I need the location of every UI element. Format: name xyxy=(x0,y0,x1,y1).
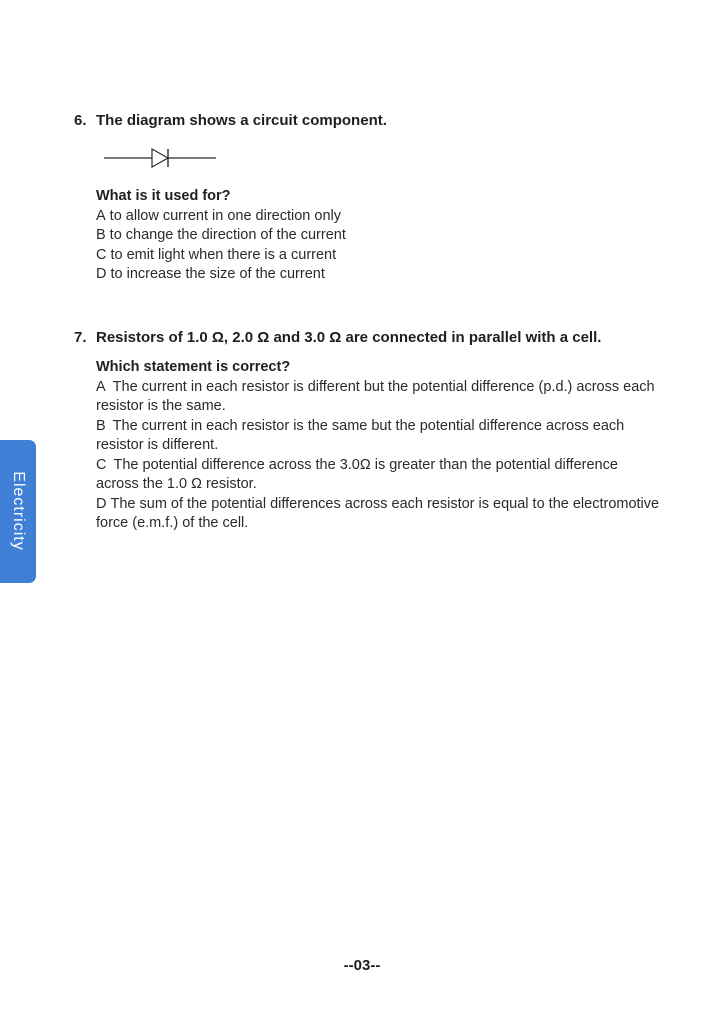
side-tab-label: Electricity xyxy=(10,471,27,551)
option-b xyxy=(96,417,664,456)
option-text: The sum of the potential differences across each resistor is equal to the electromotive force (e.m.f.) of the cell. xyxy=(96,495,660,531)
question-6-body xyxy=(96,146,664,285)
page-number: --03-- xyxy=(343,957,381,974)
diode-symbol-icon xyxy=(104,146,216,170)
option-text: The current in each resistor is different but the potential difference (p.d.) across each resistor is the same. xyxy=(96,378,655,414)
option-letter: C xyxy=(96,456,107,473)
question-prompt: Which statement is correct? xyxy=(96,359,291,375)
option-c xyxy=(96,246,664,266)
question-text: The diagram shows a circuit component. xyxy=(96,112,387,129)
option-d xyxy=(96,495,664,534)
option-a xyxy=(96,378,664,417)
option-text: to allow current in one direction only xyxy=(109,207,341,224)
option-text: to change the direction of the current xyxy=(109,227,346,243)
option-text: The potential difference across the 3.0Ω is greater than the potential difference across the 1.0 Ω resistor. xyxy=(96,456,618,492)
question-text: Resistors of 1.0 Ω, 2.0 Ω and 3.0 Ω are connected in parallel with a cell. xyxy=(96,329,602,346)
option-a xyxy=(96,207,664,227)
question-7-header xyxy=(74,328,664,348)
question-number: 7. xyxy=(74,329,87,346)
question-6 xyxy=(74,111,664,285)
option-letter: B xyxy=(96,227,106,243)
question-6-header xyxy=(74,111,664,131)
option-letter: A xyxy=(96,378,106,395)
question-number: 6. xyxy=(74,112,87,129)
option-text: The current in each resistor is the same but the potential difference across each resistor is different. xyxy=(96,417,625,453)
option-c xyxy=(96,456,664,495)
option-letter: A xyxy=(96,207,106,224)
question-7 xyxy=(74,328,664,534)
option-b xyxy=(96,226,664,246)
option-text: to emit light when there is a current xyxy=(110,246,337,263)
option-d xyxy=(96,265,664,285)
option-letter: D xyxy=(96,495,107,512)
question-prompt: What is it used for? xyxy=(96,188,231,204)
option-letter: B xyxy=(96,417,106,434)
option-letter: D xyxy=(96,266,107,282)
question-7-body xyxy=(96,358,664,534)
option-text: to increase the size of the current xyxy=(110,266,325,282)
option-letter: C xyxy=(96,246,107,263)
